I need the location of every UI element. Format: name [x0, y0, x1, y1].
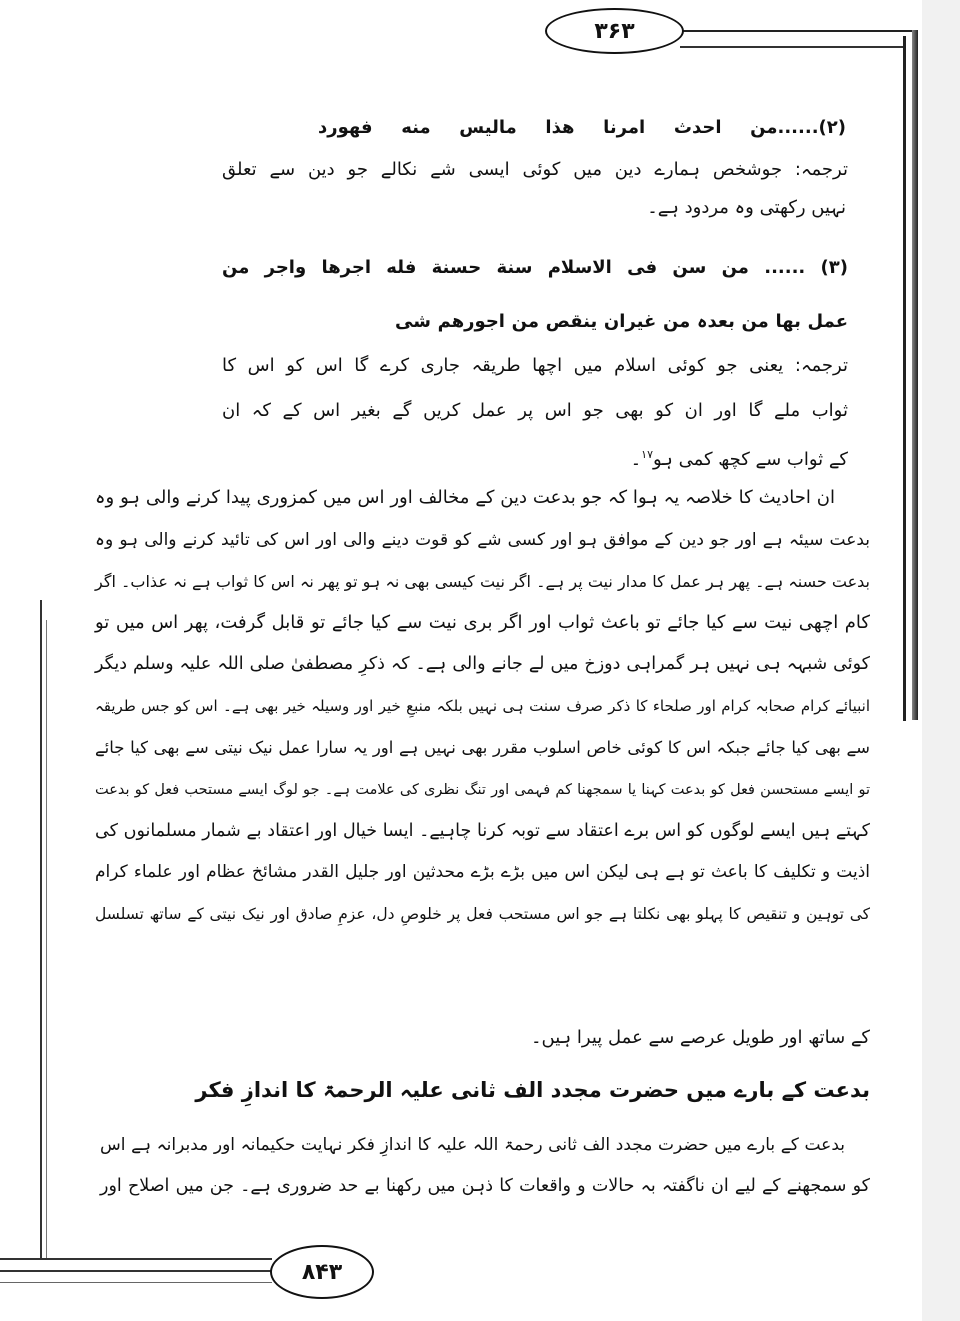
- frame-line: [912, 30, 918, 720]
- frame-line: [40, 600, 42, 1260]
- hadith-2-translation-line: نہیں رکھتی وہ مردود ہے۔: [647, 197, 846, 218]
- paragraph-line: کام اچھی نیت سے کیا جائے تو باعث ثواب اور اگر بری نیت سے کیا جائے تو قابل گرفت، پھر اس میں تو: [95, 612, 870, 633]
- paragraph-line: بدعت سیئہ ہے اور جو دین کے موافق ہو اور کسی شے کو قوت دینے والی اور اس کی تائید کرنے والی ہو وہ: [95, 530, 870, 550]
- page-number-bottom: [270, 1245, 374, 1299]
- hadith-3-translation-line: کے ثواب سے کچھ کمی ہو$^{۱۷}$۔: [630, 448, 848, 470]
- translation-text: کے ثواب سے کچھ کمی ہو: [653, 449, 848, 470]
- paragraph-line: اذیت و تکلیف کا باعث تو ہے ہی لیکن اس میں بڑے بڑے محدثین اور جلیل القدر مشائخ عظام اور علماء کرام: [95, 862, 870, 882]
- section-heading: بدعت کے بارے میں حضرت مجدد الف ثانی علیہ الرحمۃ کا اندازِ فکر: [195, 1078, 870, 1102]
- page-number-top: [545, 8, 684, 54]
- frame-line: [0, 1258, 272, 1260]
- page-number-text: ۳۶۳: [594, 18, 635, 44]
- paragraph-line: کے ساتھ اور طویل عرصے سے عمل پیرا ہیں۔: [530, 1027, 870, 1048]
- paragraph-line: تو ایسے مستحسن فعل کو بدعت کہنا یا سمجھنا کم فہمی اور تنگ نظری کی علامت ہے۔ جو لوگ ایسے مستحب فعل کو بدعت: [95, 782, 870, 798]
- page-number-text: ۸۴۳: [301, 1259, 343, 1285]
- frame-line: [903, 36, 906, 721]
- frame-line: [680, 30, 918, 32]
- hadith-2-arabic: (۲)......من احدث امرنا هذا مالیس منه فهورد: [318, 117, 846, 138]
- paragraph-line: کی توہین و تنقیص کا پہلو بھی نکلتا ہے جو اس مستحب فعل پر خلوصِ دل، عزمِ صادق اور نیک نیتی کے ساتھ تسلسل: [95, 905, 870, 923]
- frame-line: [46, 620, 47, 1260]
- paragraph-line: کہتے ہیں ایسے لوگوں کو اس برے اعتقاد سے توبہ کرنا چاہیے۔ ایسا خیال اور اعتقاد بے شمار مسلمانوں کی: [95, 821, 870, 841]
- hadith-3-translation-line: ترجمہ: یعنی جو کوئی اسلام میں اچھا طریقہ جاری کرے گا اس کو اس کا: [222, 355, 848, 376]
- paragraph-line: کوئی شبہہ ہی نہیں ہر گمراہی دوزخ میں لے جانے والی ہے۔ کہ ذکرِ مصطفیٰ صلی اللہ علیہ وسلم دیگر: [95, 654, 870, 674]
- paragraph-line: سے بھی کیا جائے جبکہ اس کا کوئی خاص اسلوب مقرر بھی نہیں ہے اور یہ سارا عمل نیک نیتی سے بھی کیا جائے: [95, 738, 870, 757]
- hadith-2-translation-line: ترجمہ: جوشخص ہمارے دین میں کوئی ایسی شے نکالے جو دین سے تعلق: [222, 159, 848, 180]
- paragraph-line: ان احادیث کا خلاصہ یہ ہوا کہ جو بدعت دین کے مخالف اور اس میں کمزوری پیدا کرنے والی ہو وہ: [95, 487, 835, 508]
- frame-line: [0, 1270, 272, 1272]
- footnote-mark: ۱۷: [641, 448, 653, 461]
- paragraph-line: بدعت کے بارے میں حضرت مجدد الف ثانی رحمۃ اللہ علیہ کا اندازِ فکر نہایت حکیمانہ اور مدبرانہ ہے اس: [100, 1135, 845, 1155]
- paragraph-line: انبیائے کرام صحابہ کرام اور صلحاء کا ذکر صرف سنت ہی نہیں بلکہ منبعِ خیر اور وسیلہ خیر بھی ہے۔ اس کو جس طریقہ: [95, 697, 870, 715]
- frame-line: [0, 1282, 272, 1283]
- hadith-3-arabic: (۳) ...... من سن فی الاسلام سنة حسنة فله اجرھا واجر من: [222, 257, 848, 278]
- hadith-3-arabic: عمل بھا من بعدہ من غیران ینقص من اجورھم شی: [395, 311, 848, 332]
- paragraph-line: کو سمجھنے کے لیے ان ناگفتہ بہ حالات و واقعات کا ذہن میں رکھنا بے حد ضروری ہے۔ جن میں اصلاح اور: [100, 1176, 870, 1196]
- paragraph-line: بدعت حسنہ ہے۔ پھر ہر عمل کا مدار نیت پر ہے۔ اگر نیت کیسی بھی نہ ہو تو پھر نہ اس کا ثواب ہے نہ عذاب۔ اگر: [95, 572, 870, 591]
- hadith-3-translation-line: ثواب ملے گا اور ان کو بھی جو اس پر عمل کریں گے بغیر اس کے کہ ان: [222, 400, 848, 421]
- frame-line: [680, 46, 906, 48]
- scan-margin: [922, 0, 960, 1321]
